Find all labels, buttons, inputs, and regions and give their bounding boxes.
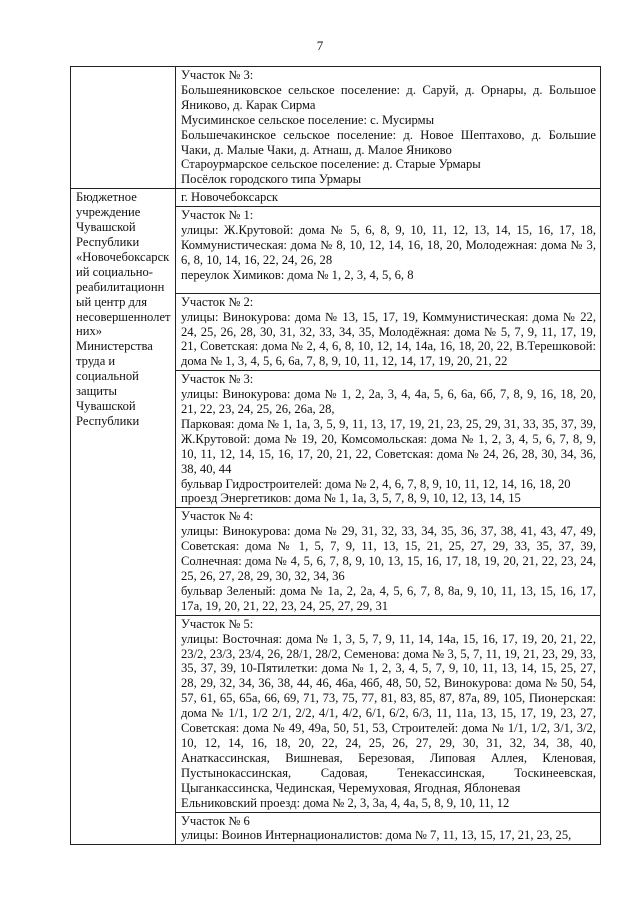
section-cell (176, 615, 601, 812)
section-line: Мусиминское сельское поселение: с. Мусирмы (181, 112, 435, 127)
section-line: Парковая: дома № 1, 1а, 3, 5, 9, 11, 13, 17, 19, 21, 23, 25, 29, 31, 33, 35, 37, 39, Ж.Крутовой: дома № 19, 20, Комсомольская: дома № 1, 2, 3, 4, 5, 6, 7, 8, 9, 10, 11, 12, 14, 15, 16, 17, 20, 21, 22, Советская: дома № 24, 26, 28, 30, 34, 36, 38, 40, 44 (181, 416, 596, 476)
section-line: бульвар Зеленый: дома № 1а, 2, 2а, 4, 5, 6, 7, 8, 8а, 9, 10, 11, 13, 15, 16, 17, 17а, 19, 20, 21, 22, 23, 24, 25, 27, 29, 31 (181, 583, 596, 613)
table-row (71, 189, 601, 207)
section-line: улицы: Винокурова: дома № 29, 31, 32, 33, 34, 35, 36, 37, 38, 41, 43, 47, 49, Советская: дома № 1, 5, 7, 9, 11, 13, 15, 21, 25, 27, 29, 33, 35, 37, 39, Солнечная: дома № 4, 5, 6, 7, 8, 9, 10, 13, 15, 16, 17, 18, 19, 20, 21, 22, 23, 24, 25, 26, 27, 28, 29, 30, 32, 34, 36 (181, 524, 596, 583)
section-line: улицы: Восточная: дома № 1, 3, 5, 7, 9, 11, 14, 14а, 15, 16, 17, 19, 20, 21, 22, 23/2, 23/3, 23/4, 26, 28/1, 28/2, Семенова: дома № 3, 5, 7, 11, 19, 21, 23, 29, 33, 35, 37, 39, 10-Пятилетки: дома № 1, 2, 3, 4, 5, 7, 9, 10, 11, 13, 14, 15, 25, 27, 28, 29, 32, 34, 36, 38, 44, 46, 46а, 46б, 48, 50, 52, Винокурова: дома № 50, 54, 57, 61, 65, 65а, 66, 69, 71, 73, 75, 77, 81, 83, 85, 87, 87а, 89, 105, Пионерская: дома № 1/1, 1/2 2/1, 2/2, 4/1, 4/2, 6/1, 6/2, 6/3, 11, 11а, 13, 15, 17, 19, 23, 27, Советская: дома № 49, 49а, 50, 51, 53, Строителей: дома № 1/1, 1/2, 3/1, 3/2, 10, 12, 14, 16, 18, 20, 22, 24, 25, 26, 27, 29, 30, 31, 32, 34, 38, 40, Анаткассинская, Вишневая, Березовая, Липовая Аллея, Кленовая, Пустынокассинская, Садовая, Тенекассинская, Тоскинеевская, Цыганкассинска, Чединская, Черемуховая, Ягодная, Яблоневая (181, 631, 596, 795)
section-line: Большечакинское сельское поселение: д. Новое Шептахово, д. Большие Чаки, д. Малые Чаки, д. Атнаш, д. Малое Яниково (181, 127, 596, 157)
section-cell (176, 207, 601, 294)
section-cell (176, 812, 601, 845)
table-row (71, 67, 601, 189)
section-cell (176, 371, 601, 508)
section-line: Староурмарское сельское поселение: д. Старые Урмары (181, 157, 481, 172)
organization-name: Бюджетное учреждение Чувашской Республики «Новочебоксарский социально-реабилитационный центр для несовершеннолетних» Министерства труда и социальной защиты Чувашской Республики (76, 190, 171, 428)
section-line: улицы: Ж.Крутовой: дома № 5, 6, 8, 9, 10, 11, 12, 13, 14, 15, 16, 17, 18, Коммунистическая: дома № 8, 10, 12, 14, 16, 18, 20, Молодежная: дома № 3, 6, 8, 10, 14, 16, 22, 24, 26, 28 (181, 223, 596, 267)
city-name: г. Новочебоксарск (181, 190, 279, 205)
section-title: Участок № 2: (181, 294, 254, 309)
section-title: Участок № 3: (181, 372, 254, 387)
section-title: Участок № 6 (181, 813, 250, 828)
section-line: бульвар Гидростроителей: дома № 2, 4, 6, 7, 8, 9, 10, 11, 12, 14, 16, 18, 20 (181, 476, 571, 491)
page-number: 7 (316, 38, 324, 53)
section-title: Участок № 3: (181, 68, 254, 82)
section-cell (176, 508, 601, 615)
section-line: улицы: Винокурова: дома № 13, 15, 17, 19, Коммунистическая: дома № 22, 24, 25, 26, 28, 30, 31, 32, 33, 34, 35, Молодёжная: дома № 5, 7, 9, 11, 17, 19, 21, Советская: дома № 2, 4, 6, 8, 10, 12, 14, 14а, 16, 18, 20, 22, В.Терешковой: дома № 1, 3, 4, 5, 6, 6а, 7, 8, 9, 10, 11, 12, 14, 17, 19, 20, 21, 22 (181, 309, 596, 369)
section-cell (176, 67, 601, 189)
section-line: Большеяниковское сельское поселение: д. Саруй, д. Орнары, д. Большое Яниково, д. Карак Сирма (181, 82, 596, 112)
section-line: улицы: Винокурова: дома № 1, 2, 2а, 3, 4, 4а, 5, 6, 6а, 6б, 7, 8, 9, 16, 18, 20, 21, 22, 23, 24, 25, 26, 26а, 28, (181, 387, 596, 417)
assignment-table (70, 66, 601, 845)
organization-cell (71, 189, 176, 845)
city-cell (176, 189, 601, 207)
section-title: Участок № 1: (181, 208, 254, 223)
section-line: переулок Химиков: дома № 1, 2, 3, 4, 5, 6, 8 (181, 267, 414, 282)
section-cell (176, 293, 601, 371)
section-line: улицы: Воинов Интернационалистов: дома № 7, 11, 13, 15, 17, 21, 23, 25, (181, 828, 572, 843)
section-title: Участок № 5: (181, 616, 254, 631)
section-line: проезд Энергетиков: дома № 1, 1а, 3, 5, 7, 8, 9, 10, 12, 13, 14, 15 (181, 491, 521, 506)
section-line: Ельниковский проезд: дома № 2, 3, 3а, 4, 4а, 5, 8, 9, 10, 11, 12 (181, 795, 510, 810)
section-line: Посёлок городского типа Урмары (181, 172, 362, 187)
section-title: Участок № 4: (181, 509, 254, 524)
org-cell-empty (71, 67, 176, 189)
